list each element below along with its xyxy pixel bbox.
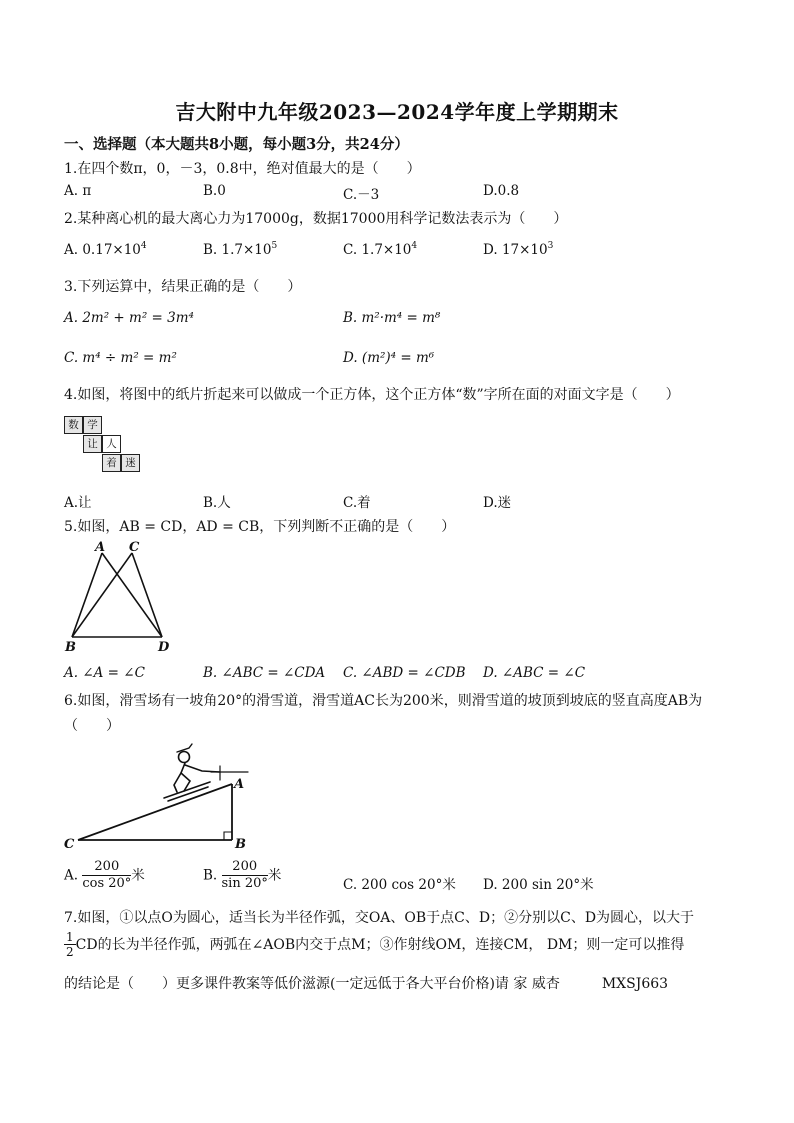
point-b-label: B bbox=[235, 837, 246, 852]
q2-option-d-mantissa: 17×10 bbox=[501, 242, 548, 258]
q3-option-d[interactable]: D. (m²)⁴ = m⁶ bbox=[343, 350, 435, 366]
q2-option-a-label: A. bbox=[64, 242, 83, 258]
q1-option-c[interactable]: C.－3 bbox=[343, 187, 380, 203]
point-a-label: A bbox=[234, 777, 245, 792]
question-4: 4.如图，将图中的纸片折起来可以做成一个正方体，这个正方体“数”字所在面的对面文字是（ ） bbox=[64, 387, 680, 403]
q2-option-c-label: C. bbox=[343, 242, 362, 258]
q6-option-b-unit: 米 bbox=[267, 867, 282, 884]
q6-option-b-fraction bbox=[222, 860, 268, 892]
question-1: 1.在四个数π，0，－3，0.8中，绝对值最大的是（ ） bbox=[64, 161, 421, 177]
net-cell-xue: 学 bbox=[83, 416, 102, 434]
q5-option-a[interactable]: A. ∠A = ∠C bbox=[64, 665, 145, 681]
q2-option-b-label: B. bbox=[203, 242, 222, 258]
segment-cd bbox=[132, 553, 162, 637]
q2-option-b[interactable] bbox=[203, 242, 277, 258]
point-c-label: C bbox=[64, 837, 75, 852]
segment-ac-slope bbox=[78, 784, 232, 840]
point-b-label: B bbox=[65, 640, 76, 655]
q2-option-a-exponent: 4 bbox=[140, 241, 147, 251]
q2-option-a-mantissa: 0.17×10 bbox=[82, 242, 141, 258]
q2-option-b-exponent: 5 bbox=[271, 241, 278, 251]
q5-option-d[interactable]: D. ∠ABC = ∠C bbox=[483, 665, 586, 681]
question-7-line-1: 7.如图，①以点O为圆心，适当长为半径作弧，交OA、OB于点C、D；②分别以C、D为圆心，以大于 bbox=[64, 910, 695, 926]
net-cell-zhao: 着 bbox=[102, 454, 121, 472]
skier-icon bbox=[164, 744, 248, 801]
q6-option-d[interactable]: D. 200 sin 20°米 bbox=[483, 877, 594, 893]
point-c-label: C bbox=[129, 540, 140, 555]
q6-option-b-denominator: sin 20° bbox=[221, 876, 268, 892]
net-cell-ren: 人 bbox=[102, 435, 121, 453]
q4-option-a[interactable]: A.让 bbox=[64, 495, 92, 511]
cube-net-figure bbox=[64, 416, 160, 476]
q4-option-c[interactable]: C.着 bbox=[343, 495, 371, 511]
point-a-label: A bbox=[95, 540, 106, 555]
q6-option-a-unit: 米 bbox=[131, 867, 145, 884]
half-fraction bbox=[64, 931, 76, 959]
question-7-line-2-text: CD的长为半径作弧，两弧在∠AOB内交于点M；③作射线OM，连接CM， DM；则一定可以推得 bbox=[75, 937, 685, 954]
question-6-paren: （ ） bbox=[64, 718, 120, 734]
q2-option-c[interactable] bbox=[343, 242, 417, 258]
q6-option-a-numerator: 200 bbox=[82, 860, 131, 876]
question-3: 3.下列运算中，结果正确的是（ ） bbox=[64, 279, 302, 295]
q2-option-c-mantissa: 1.7×10 bbox=[361, 242, 412, 258]
q6-option-a-label: A. bbox=[64, 867, 79, 884]
question-5: 5.如图，AB = CD，AD = CB，下列判断不正确的是（ ） bbox=[64, 519, 456, 535]
q3-option-a[interactable]: A. 2m² + m² = 3m⁴ bbox=[64, 310, 194, 326]
net-cell-shu: 数 bbox=[64, 416, 83, 434]
segment-cb bbox=[72, 553, 132, 637]
q5-option-c[interactable]: C. ∠ABD = ∠CDB bbox=[343, 665, 466, 681]
q1-option-b[interactable]: B.0 bbox=[203, 183, 226, 199]
q3-option-b[interactable]: B. m²·m⁴ = m⁸ bbox=[343, 310, 441, 326]
q6-option-c[interactable]: C. 200 cos 20°米 bbox=[343, 877, 456, 893]
segment-ab bbox=[72, 553, 102, 637]
half-numerator: 1 bbox=[66, 930, 74, 944]
q6-option-a-denominator: cos 20° bbox=[82, 876, 132, 892]
segment-ad bbox=[102, 553, 162, 637]
q1-option-a[interactable]: A. π bbox=[64, 183, 92, 199]
q2-option-b-mantissa: 1.7×10 bbox=[221, 242, 272, 258]
q3-option-c[interactable]: C. m⁴ ÷ m² = m² bbox=[64, 350, 177, 366]
right-angle-mark bbox=[224, 832, 232, 840]
q2-option-c-exponent: 4 bbox=[411, 241, 418, 251]
q6-option-a-fraction bbox=[82, 860, 131, 892]
ski-slope-figure bbox=[60, 740, 260, 852]
q1-option-d[interactable]: D.0.8 bbox=[483, 183, 520, 199]
q2-option-d[interactable] bbox=[483, 242, 553, 258]
q4-option-d[interactable]: D.迷 bbox=[483, 495, 512, 511]
q6-option-b[interactable] bbox=[203, 860, 281, 892]
question-6: 6.如图，滑雪场有一坡角20°的滑雪道，滑雪道AC长为200米，则滑雪道的坡顶到坡底的竖直高度AB为 bbox=[64, 693, 703, 709]
q2-option-d-exponent: 3 bbox=[547, 241, 554, 251]
half-denominator: 2 bbox=[66, 945, 74, 960]
net-cell-rang: 让 bbox=[83, 435, 102, 453]
question-2: 2.某种离心机的最大离心力为17000g，数据17000用科学记数法表示为（ ） bbox=[64, 211, 568, 227]
quadrilateral-figure bbox=[62, 540, 182, 656]
q2-option-a[interactable] bbox=[64, 242, 147, 258]
q6-option-b-label: B. bbox=[203, 867, 218, 884]
net-cell-mi: 迷 bbox=[121, 454, 140, 472]
q6-option-b-numerator: 200 bbox=[222, 860, 268, 876]
q6-option-a[interactable] bbox=[64, 860, 145, 892]
exam-title: 吉大附中九年级2023—2024学年度上学期期末 bbox=[175, 100, 619, 124]
section-heading: 一、选择题（本大题共8小题，每小题3分，共24分） bbox=[64, 136, 409, 153]
question-7-line-3: 的结论是（ ）更多课件教案等低价滋源(一定远低于各大平台价格)请 家 威杏 MXSJ663 bbox=[64, 976, 669, 992]
point-d-label: D bbox=[158, 640, 170, 655]
question-7-line-2 bbox=[64, 931, 684, 959]
q5-option-b[interactable]: B. ∠ABC = ∠CDA bbox=[203, 665, 326, 681]
q4-option-b[interactable]: B.人 bbox=[203, 495, 231, 511]
q2-option-d-label: D. bbox=[483, 242, 502, 258]
